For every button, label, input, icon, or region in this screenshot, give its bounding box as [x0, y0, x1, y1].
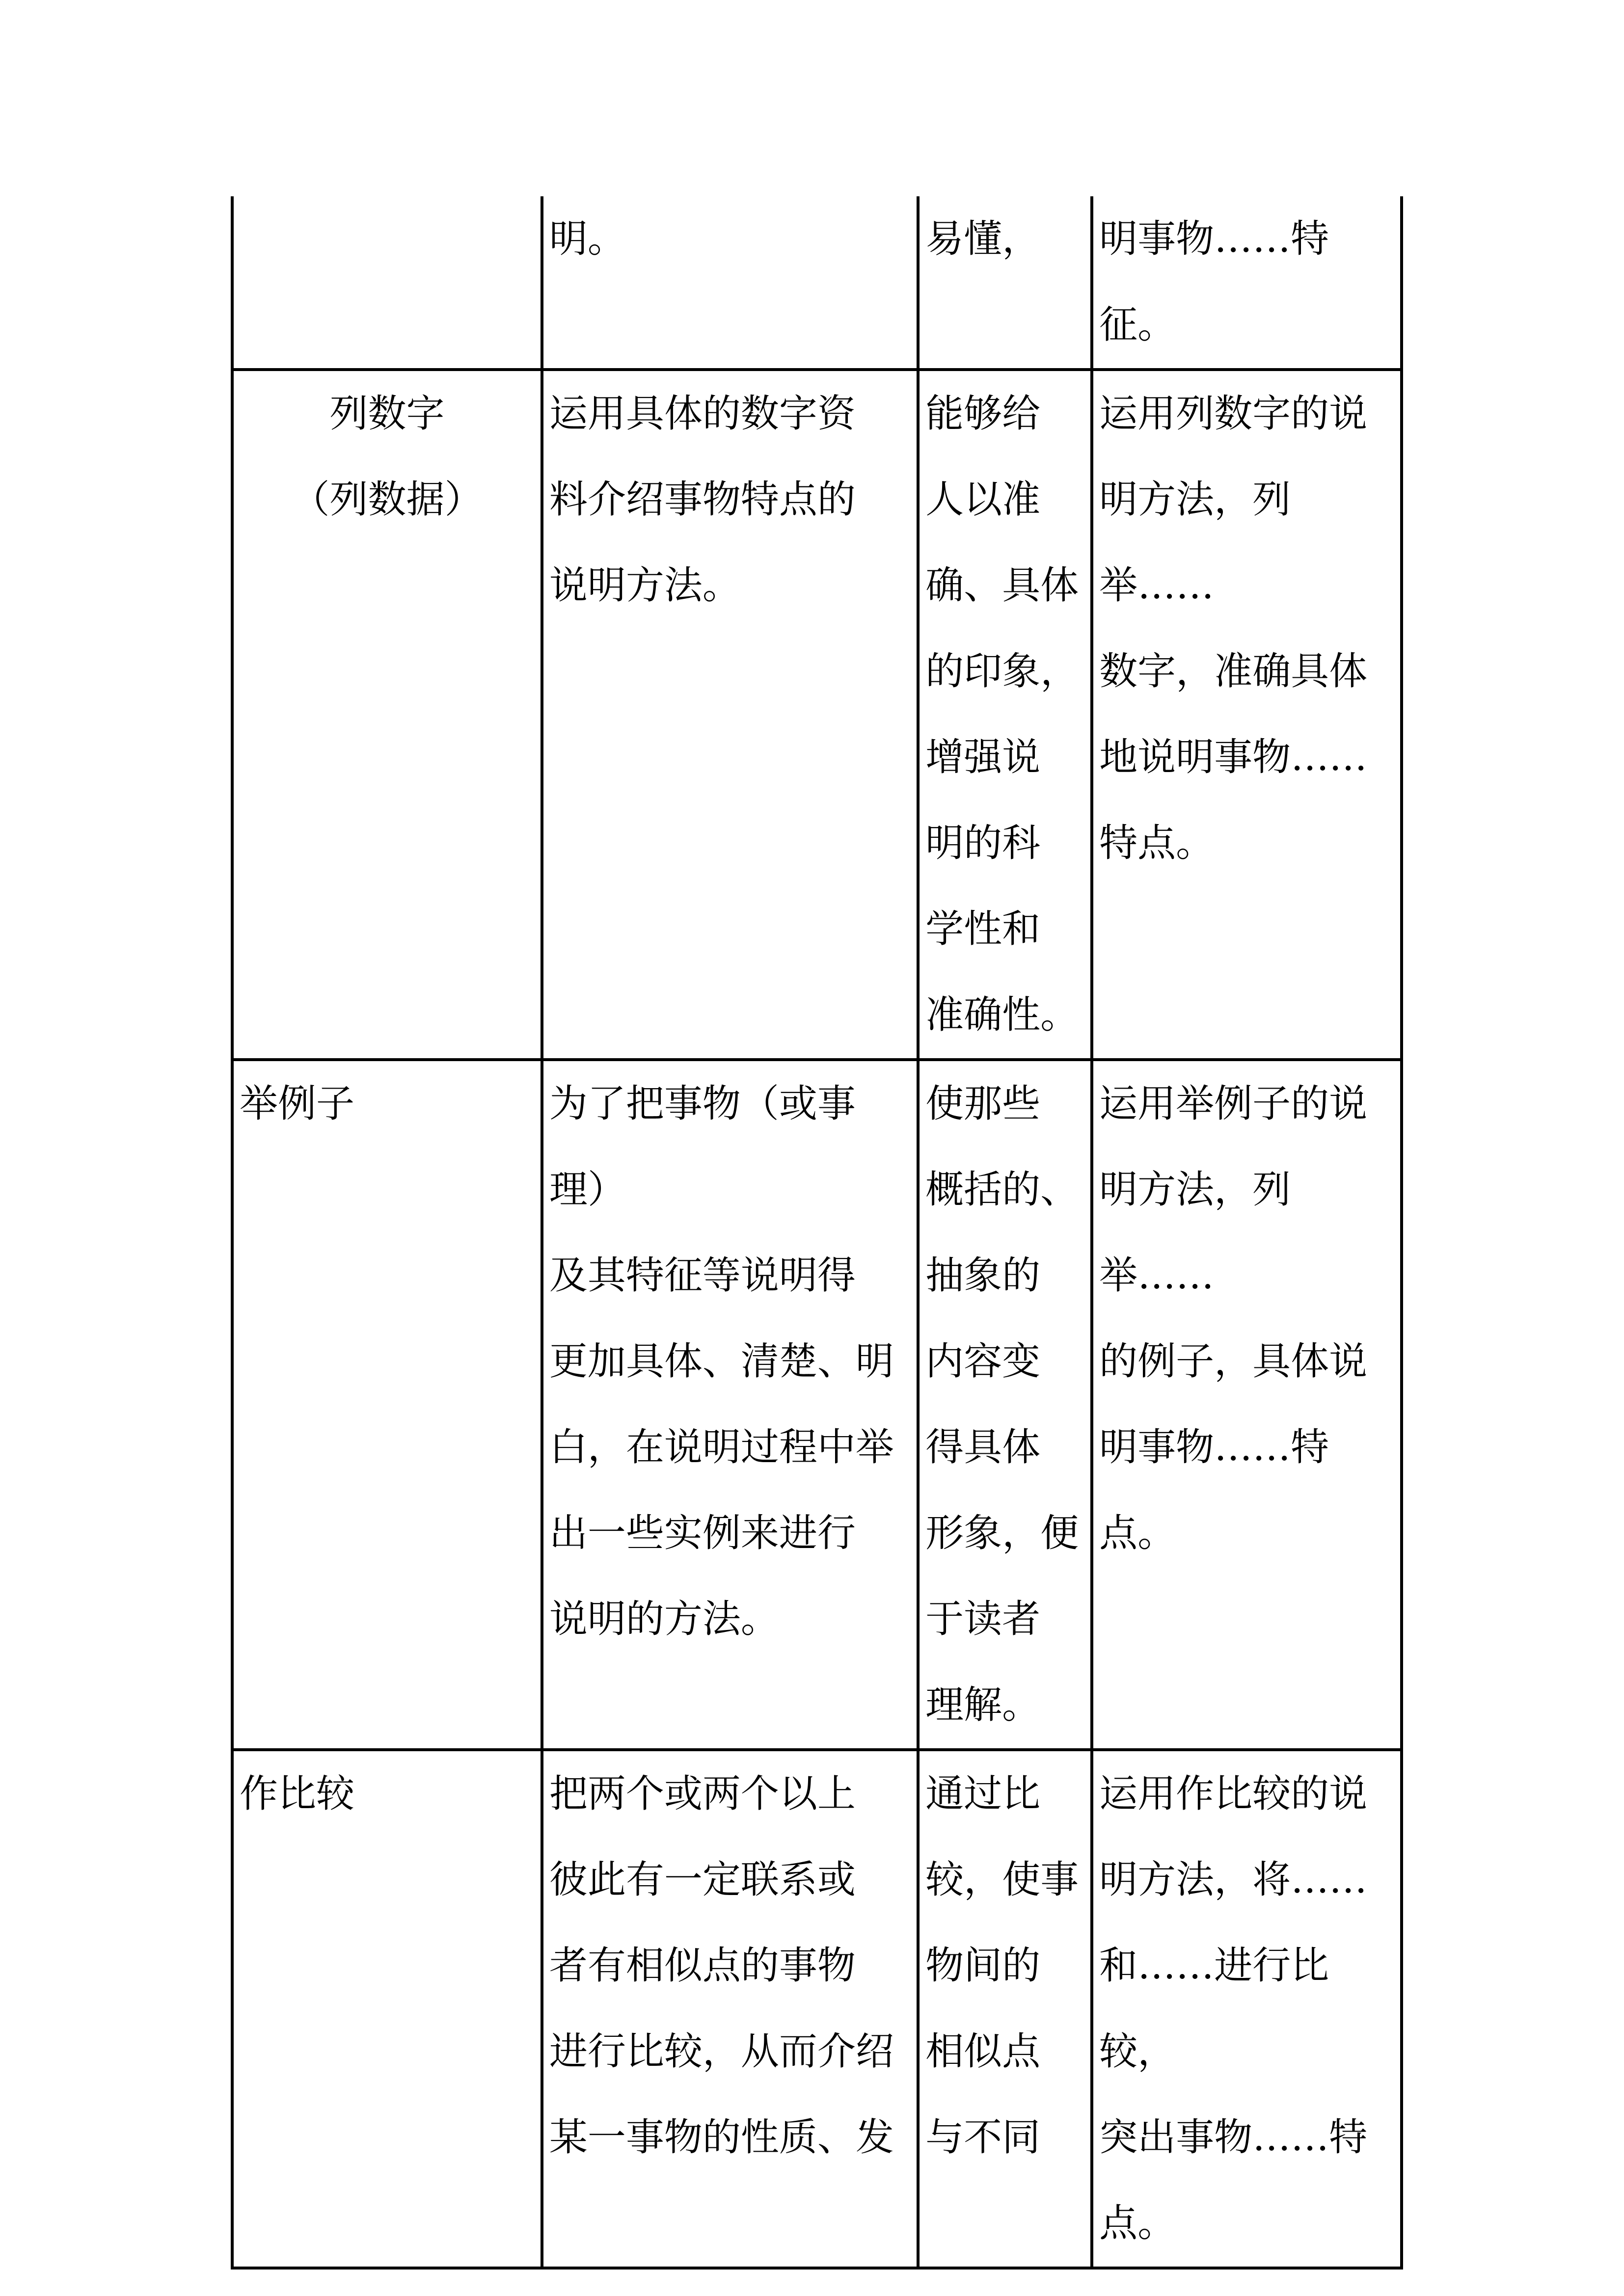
definition-cell: 为了把事物（或事理） 及其特征等说明得 更加具体、清楚、明 白，在说明过程中举 出一些实例来进行 说明的方法。 [542, 1060, 918, 1750]
table-row [232, 1750, 1402, 2268]
method-cell: 作比较 [232, 1750, 542, 2268]
table-row [232, 196, 1402, 370]
table-row [232, 370, 1402, 1060]
definition-cell: 运用具体的数字资 料介绍事物特点的 说明方法。 [542, 370, 918, 1060]
effect-cell: 使那些 概括的、 抽象的 内容变 得具体 形象，便 于读者 理解。 [918, 1060, 1092, 1750]
answer-format-cell: 运用作比较的说 明方法，将…… 和……进行比较， 突出事物……特 点。 [1092, 1750, 1402, 2268]
explanation-methods-table [231, 196, 1403, 2269]
definition-cell: 明。 [542, 196, 918, 370]
effect-cell: 能够给 人以准 确、具体 的印象， 增强说 明的科 学性和 准确性。 [918, 370, 1092, 1060]
table-row [232, 1060, 1402, 1750]
answer-format-cell: 运用举例子的说 明方法，列举…… 的例子，具体说 明事物……特点。 [1092, 1060, 1402, 1750]
definition-cell: 把两个或两个以上 彼此有一定联系或 者有相似点的事物 进行比较，从而介绍 某一事物的性质、发 [542, 1750, 918, 2268]
effect-cell: 易懂， [918, 196, 1092, 370]
method-cell: 列数字 （列数据） [232, 370, 542, 1060]
method-cell: 举例子 [232, 1060, 542, 1750]
effect-cell: 通过比 较，使事 物间的 相似点 与不同 [918, 1750, 1092, 2268]
method-cell [232, 196, 542, 370]
answer-format-cell: 运用列数字的说 明方法，列举…… 数字，准确具体 地说明事物…… 特点。 [1092, 370, 1402, 1060]
answer-format-cell: 明事物……特征。 [1092, 196, 1402, 370]
